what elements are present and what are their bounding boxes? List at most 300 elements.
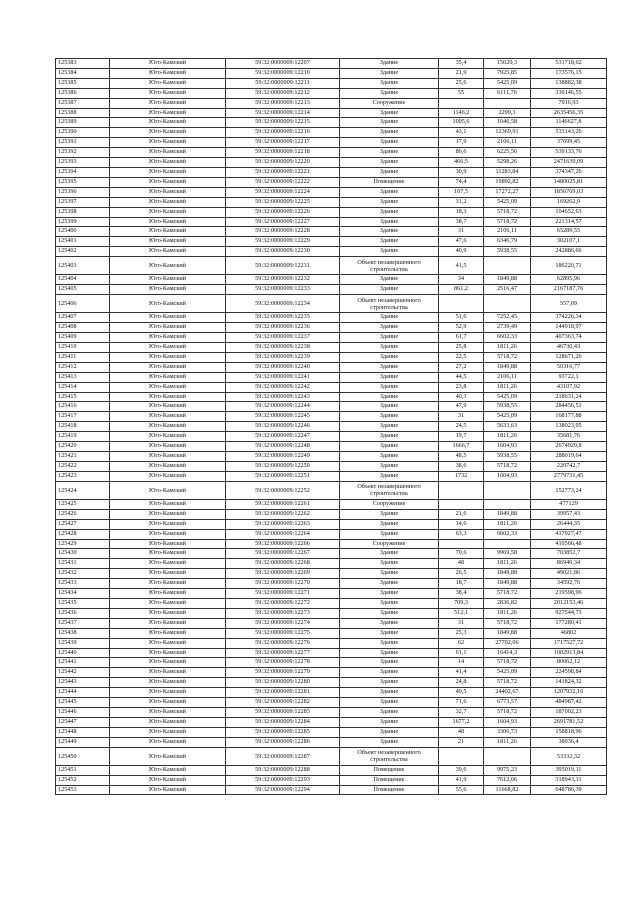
table-row [56, 118, 607, 128]
row-number-cell: 125415 [56, 392, 110, 402]
specific-value-cell: 1849,88 [484, 275, 531, 285]
specific-value-cell: 1811,26 [484, 432, 531, 442]
district-cell: Юго-Камский [110, 372, 226, 382]
area-cell: 21,6 [439, 509, 484, 519]
object-type-cell: Здание [340, 461, 439, 471]
row-number-cell: 125447 [56, 717, 110, 727]
object-type-cell: Здание [340, 167, 439, 177]
table-row [56, 372, 607, 382]
cadastral-value-cell: 557,09 [531, 295, 607, 313]
specific-value-cell: 11668,82 [484, 785, 531, 795]
area-cell: 48 [439, 727, 484, 737]
specific-value-cell: 9969,58 [484, 549, 531, 559]
row-number-cell: 125390 [56, 128, 110, 138]
cadastral-value-cell: 477129 [531, 499, 607, 509]
area-cell: 709,3 [439, 598, 484, 608]
table-row [56, 197, 607, 207]
district-cell: Юго-Камский [110, 352, 226, 362]
cadastral-number-cell: 59:32:0000009:12276 [226, 638, 340, 648]
district-cell: Юго-Камский [110, 717, 226, 727]
specific-value-cell: 5633,63 [484, 422, 531, 432]
district-cell: Юго-Камский [110, 509, 226, 519]
table-row [56, 785, 607, 795]
object-type-cell: Помещение [340, 775, 439, 785]
area-cell: 71,6 [439, 698, 484, 708]
cadastral-number-cell: 59:32:0000009:12231 [226, 257, 340, 275]
cadastral-value-cell: 1856769,03 [531, 187, 607, 197]
table-row [56, 481, 607, 499]
row-number-cell: 125433 [56, 579, 110, 589]
area-cell: 19,7 [439, 432, 484, 442]
object-type-cell: Здание [340, 402, 439, 412]
cadastral-value-cell: 186220,71 [531, 257, 607, 275]
table-row [56, 237, 607, 247]
cadastral-value-cell: 65289,55 [531, 227, 607, 237]
district-cell: Юго-Камский [110, 432, 226, 442]
row-number-cell: 125428 [56, 529, 110, 539]
district-cell: Юго-Камский [110, 569, 226, 579]
district-cell: Юго-Камский [110, 678, 226, 688]
area-cell: 74,4 [439, 177, 484, 187]
specific-value-cell: 5718,72 [484, 678, 531, 688]
area-cell: 61,1 [439, 648, 484, 658]
row-number-cell: 125450 [56, 747, 110, 765]
cadastral-value-cell: 158818,96 [531, 727, 607, 737]
specific-value-cell [484, 98, 531, 108]
area-cell: 25,6 [439, 78, 484, 88]
row-number-cell: 125408 [56, 323, 110, 333]
cadastral-value-cell: 187002,23 [531, 707, 607, 717]
row-number-cell: 125452 [56, 775, 110, 785]
area-cell: 17,9 [439, 138, 484, 148]
object-type-cell: Здание [340, 207, 439, 217]
object-type-cell: Здание [340, 78, 439, 88]
cadastral-value-cell: 224598,84 [531, 668, 607, 678]
cadastral-value-cell: 2691781,52 [531, 717, 607, 727]
cadastral-number-cell: 59:32:0000009:12263 [226, 519, 340, 529]
object-type-cell: Помещение [340, 177, 439, 187]
specific-value-cell: 12369,91 [484, 128, 531, 138]
district-cell: Юго-Камский [110, 698, 226, 708]
cadastral-number-cell: 59:32:0000009:12266 [226, 539, 340, 549]
row-number-cell: 125385 [56, 78, 110, 88]
district-cell: Юго-Камский [110, 177, 226, 187]
row-number-cell: 125417 [56, 412, 110, 422]
row-number-cell: 125398 [56, 207, 110, 217]
cadastral-value-cell: 50316,77 [531, 362, 607, 372]
specific-value-cell: 1811,26 [484, 519, 531, 529]
area-cell: 39,6 [439, 765, 484, 775]
area-cell: 466,5 [439, 158, 484, 168]
cadastral-value-cell: 26444,35 [531, 519, 607, 529]
district-cell: Юго-Камский [110, 382, 226, 392]
specific-value-cell: 1849,88 [484, 509, 531, 519]
district-cell: Юго-Камский [110, 737, 226, 747]
district-cell: Юго-Камский [110, 257, 226, 275]
area-cell: 43,1 [439, 128, 484, 138]
cadastral-number-cell: 59:32:0000009:12247 [226, 432, 340, 442]
cadastral-number-cell: 59:32:0000009:12236 [226, 323, 340, 333]
cadastral-number-cell: 59:32:0000009:12249 [226, 452, 340, 462]
area-cell: 40,3 [439, 392, 484, 402]
area-cell: 47,9 [439, 402, 484, 412]
area-cell: 38,4 [439, 589, 484, 599]
table-row [56, 678, 607, 688]
district-cell: Юго-Камский [110, 785, 226, 795]
table-row [56, 589, 607, 599]
district-cell: Юго-Камский [110, 559, 226, 569]
cadastral-value-cell: 104652,63 [531, 207, 607, 217]
specific-value-cell: 5718,72 [484, 658, 531, 668]
area-cell: 34 [439, 275, 484, 285]
table-row [56, 688, 607, 698]
cadastral-number-cell: 59:32:0000009:12288 [226, 765, 340, 775]
object-type-cell: Здание [340, 737, 439, 747]
object-type-cell: Помещение [340, 785, 439, 795]
cadastral-number-cell: 59:32:0000009:12283 [226, 707, 340, 717]
row-number-cell: 125414 [56, 382, 110, 392]
row-number-cell: 125389 [56, 118, 110, 128]
row-number-cell: 125403 [56, 257, 110, 275]
specific-value-cell: 5718,72 [484, 461, 531, 471]
cadastral-number-cell: 59:32:0000009:12281 [226, 688, 340, 698]
area-cell: 86,6 [439, 148, 484, 158]
cadastral-value-table [55, 58, 607, 795]
area-cell [439, 499, 484, 509]
row-number-cell: 125392 [56, 148, 110, 158]
table-row [56, 148, 607, 158]
cadastral-number-cell: 59:32:0000009:12293 [226, 775, 340, 785]
table-row [56, 295, 607, 313]
cadastral-value-cell: 410566,48 [531, 539, 607, 549]
specific-value-cell: 1604,93 [484, 471, 531, 481]
cadastral-value-cell: 7916,93 [531, 98, 607, 108]
specific-value-cell: 1604,93 [484, 717, 531, 727]
table-row [56, 628, 607, 638]
table-row [56, 392, 607, 402]
specific-value-cell: 7252,45 [484, 313, 531, 323]
object-type-cell: Сооружение [340, 98, 439, 108]
cadastral-number-cell: 59:32:0000009:12228 [226, 227, 340, 237]
specific-value-cell: 1046,58 [484, 118, 531, 128]
district-cell: Юго-Камский [110, 499, 226, 509]
specific-value-cell: 5718,72 [484, 207, 531, 217]
cadastral-value-cell: 34592,76 [531, 579, 607, 589]
area-cell: 40,9 [439, 247, 484, 257]
object-type-cell: Здание [340, 372, 439, 382]
object-type-cell: Здание [340, 698, 439, 708]
table-row [56, 698, 607, 708]
cadastral-number-cell: 59:32:0000009:12211 [226, 78, 340, 88]
specific-value-cell [484, 257, 531, 275]
row-number-cell: 125424 [56, 481, 110, 499]
cadastral-number-cell: 59:32:0000009:12239 [226, 352, 340, 362]
row-number-cell: 125420 [56, 442, 110, 452]
area-cell: 63,3 [439, 529, 484, 539]
object-type-cell: Объект незавершенного строительства [340, 257, 439, 275]
object-type-cell: Здание [340, 549, 439, 559]
cadastral-number-cell: 59:32:0000009:12229 [226, 237, 340, 247]
specific-value-cell: 5425,09 [484, 412, 531, 422]
table-row [56, 352, 607, 362]
district-cell: Юго-Камский [110, 59, 226, 69]
area-cell: 62 [439, 638, 484, 648]
row-number-cell: 125436 [56, 608, 110, 618]
specific-value-cell: 1811,26 [484, 343, 531, 353]
district-cell: Юго-Камский [110, 442, 226, 452]
row-number-cell: 125445 [56, 698, 110, 708]
cadastral-number-cell: 59:32:0000009:12230 [226, 247, 340, 257]
area-cell [439, 747, 484, 765]
specific-value-cell: 1811,26 [484, 737, 531, 747]
object-type-cell: Здание [340, 88, 439, 98]
cadastral-value-cell: 242886,66 [531, 247, 607, 257]
cadastral-number-cell: 59:32:0000009:12234 [226, 295, 340, 313]
area-cell: 31,2 [439, 197, 484, 207]
cadastral-value-cell: 284456,51 [531, 402, 607, 412]
row-number-cell: 125435 [56, 598, 110, 608]
document-page [55, 58, 606, 795]
area-cell: 55,6 [439, 785, 484, 795]
cadastral-value-cell: 2779731,45 [531, 471, 607, 481]
table-row [56, 529, 607, 539]
district-cell: Юго-Камский [110, 392, 226, 402]
object-type-cell: Здание [340, 362, 439, 372]
object-type-cell: Здание [340, 727, 439, 737]
specific-value-cell: 16414,3 [484, 648, 531, 658]
cadastral-number-cell: 59:32:0000009:12264 [226, 529, 340, 539]
cadastral-value-cell: 138882,38 [531, 78, 607, 88]
cadastral-number-cell: 59:32:0000009:12224 [226, 187, 340, 197]
row-number-cell: 125439 [56, 638, 110, 648]
district-cell: Юго-Камский [110, 128, 226, 138]
area-cell: 23,8 [439, 382, 484, 392]
cadastral-value-cell: 62895,96 [531, 275, 607, 285]
specific-value-cell: 1849,88 [484, 569, 531, 579]
area-cell [439, 295, 484, 313]
object-type-cell: Здание [340, 628, 439, 638]
area-cell: 14,6 [439, 519, 484, 529]
specific-value-cell: 17272,27 [484, 187, 531, 197]
row-number-cell: 125453 [56, 785, 110, 795]
object-type-cell: Сооружение [340, 539, 439, 549]
district-cell: Юго-Камский [110, 628, 226, 638]
object-type-cell: Здание [340, 313, 439, 323]
district-cell: Юго-Камский [110, 549, 226, 559]
row-number-cell: 125396 [56, 187, 110, 197]
cadastral-value-cell: 220742,7 [531, 461, 607, 471]
cadastral-value-cell: 93722,1 [531, 372, 607, 382]
cadastral-number-cell: 59:32:0000009:12245 [226, 412, 340, 422]
table-body [56, 59, 607, 795]
cadastral-value-cell: 1717527,72 [531, 638, 607, 648]
table-row [56, 638, 607, 648]
table-row [56, 765, 607, 775]
row-number-cell: 125404 [56, 275, 110, 285]
specific-value-cell: 7925,85 [484, 68, 531, 78]
district-cell: Юго-Камский [110, 452, 226, 462]
cadastral-value-cell: 43107,92 [531, 382, 607, 392]
area-cell: 61,7 [439, 333, 484, 343]
area-cell: 38,6 [439, 461, 484, 471]
district-cell: Юго-Камский [110, 68, 226, 78]
object-type-cell: Объект незавершенного строительства [340, 295, 439, 313]
specific-value-cell: 7612,06 [484, 775, 531, 785]
area-cell: 41,5 [439, 257, 484, 275]
cadastral-number-cell: 59:32:0000009:12250 [226, 461, 340, 471]
table-row [56, 323, 607, 333]
table-row [56, 108, 607, 118]
table-row [56, 227, 607, 237]
object-type-cell: Здание [340, 227, 439, 237]
cadastral-value-cell: 336146,55 [531, 88, 607, 98]
row-number-cell: 125405 [56, 285, 110, 295]
table-row [56, 343, 607, 353]
table-row [56, 313, 607, 323]
cadastral-value-cell: 128671,26 [531, 352, 607, 362]
object-type-cell: Здание [340, 352, 439, 362]
table-row [56, 509, 607, 519]
area-cell: 47,6 [439, 237, 484, 247]
table-row [56, 668, 607, 678]
row-number-cell: 125426 [56, 509, 110, 519]
row-number-cell: 125419 [56, 432, 110, 442]
row-number-cell: 125434 [56, 589, 110, 599]
district-cell: Юго-Камский [110, 98, 226, 108]
specific-value-cell: 6225,56 [484, 148, 531, 158]
area-cell: 25,3 [439, 628, 484, 638]
specific-value-cell: 6773,57 [484, 698, 531, 708]
table-row [56, 747, 607, 765]
cadastral-number-cell: 59:32:0000009:12221 [226, 167, 340, 177]
area-cell: 49,5 [439, 688, 484, 698]
table-row [56, 167, 607, 177]
specific-value-cell: 5938,55 [484, 247, 531, 257]
specific-value-cell: 5425,09 [484, 392, 531, 402]
object-type-cell: Здание [340, 422, 439, 432]
specific-value-cell: 2739,49 [484, 323, 531, 333]
row-number-cell: 125446 [56, 707, 110, 717]
cadastral-number-cell: 59:32:0000009:12207 [226, 59, 340, 69]
cadastral-value-cell: 1207932,16 [531, 688, 607, 698]
cadastral-value-cell: 80062,12 [531, 658, 607, 668]
district-cell: Юго-Камский [110, 187, 226, 197]
object-type-cell: Здание [340, 158, 439, 168]
row-number-cell: 125422 [56, 461, 110, 471]
district-cell: Юго-Камский [110, 275, 226, 285]
cadastral-number-cell: 59:32:0000009:12241 [226, 372, 340, 382]
specific-value-cell: 5938,55 [484, 452, 531, 462]
cadastral-number-cell: 59:32:0000009:12280 [226, 678, 340, 688]
district-cell: Юго-Камский [110, 313, 226, 323]
cadastral-value-cell: 46802 [531, 628, 607, 638]
district-cell: Юго-Камский [110, 343, 226, 353]
object-type-cell: Здание [340, 579, 439, 589]
table-row [56, 217, 607, 227]
cadastral-number-cell: 59:32:0000009:12218 [226, 148, 340, 158]
cadastral-value-cell: 318943,31 [531, 775, 607, 785]
area-cell: 27,2 [439, 362, 484, 372]
district-cell: Юго-Камский [110, 618, 226, 628]
object-type-cell: Здание [340, 618, 439, 628]
table-row [56, 549, 607, 559]
cadastral-value-cell: 533143,26 [531, 128, 607, 138]
area-cell: 41,9 [439, 775, 484, 785]
cadastral-number-cell: 59:32:0000009:12220 [226, 158, 340, 168]
cadastral-number-cell: 59:32:0000009:12248 [226, 442, 340, 452]
object-type-cell: Помещение [340, 765, 439, 775]
specific-value-cell: 1604,93 [484, 442, 531, 452]
object-type-cell: Здание [340, 442, 439, 452]
object-type-cell: Объект незавершенного строительства [340, 481, 439, 499]
table-row [56, 442, 607, 452]
district-cell: Юго-Камский [110, 295, 226, 313]
district-cell: Юго-Камский [110, 217, 226, 227]
table-row [56, 177, 607, 187]
object-type-cell: Здание [340, 382, 439, 392]
specific-value-cell: 5298,26 [484, 158, 531, 168]
object-type-cell: Здание [340, 108, 439, 118]
cadastral-value-cell: 2635456,35 [531, 108, 607, 118]
cadastral-number-cell: 59:32:0000009:12282 [226, 698, 340, 708]
table-row [56, 412, 607, 422]
area-cell: 25,8 [439, 343, 484, 353]
object-type-cell: Здание [340, 217, 439, 227]
specific-value-cell: 5938,55 [484, 402, 531, 412]
specific-value-cell: 27702,06 [484, 638, 531, 648]
table-row [56, 579, 607, 589]
cadastral-number-cell: 59:32:0000009:12274 [226, 618, 340, 628]
cadastral-value-cell: 1480025,81 [531, 177, 607, 187]
area-cell: 31 [439, 618, 484, 628]
cadastral-value-cell: 218631,24 [531, 392, 607, 402]
area-cell: 26,5 [439, 569, 484, 579]
district-cell: Юго-Камский [110, 727, 226, 737]
area-cell: 31 [439, 412, 484, 422]
table-row [56, 539, 607, 549]
cadastral-number-cell: 59:32:0000009:12273 [226, 608, 340, 618]
row-number-cell: 125407 [56, 313, 110, 323]
district-cell: Юго-Камский [110, 658, 226, 668]
object-type-cell: Здание [340, 118, 439, 128]
cadastral-number-cell: 59:32:0000009:12227 [226, 217, 340, 227]
area-cell: 48,5 [439, 452, 484, 462]
object-type-cell: Здание [340, 608, 439, 618]
table-row [56, 333, 607, 343]
district-cell: Юго-Камский [110, 323, 226, 333]
cadastral-number-cell: 59:32:0000009:12287 [226, 747, 340, 765]
cadastral-number-cell: 59:32:0000009:12271 [226, 589, 340, 599]
area-cell: 1732 [439, 471, 484, 481]
row-number-cell: 125387 [56, 98, 110, 108]
district-cell: Юго-Камский [110, 138, 226, 148]
table-row [56, 402, 607, 412]
table-row [56, 59, 607, 69]
table-row [56, 247, 607, 257]
area-cell: 14 [439, 658, 484, 668]
area-cell: 18,7 [439, 579, 484, 589]
district-cell: Юго-Камский [110, 412, 226, 422]
object-type-cell: Объект незавершенного строительства [340, 747, 439, 765]
table-row [56, 717, 607, 727]
row-number-cell: 125437 [56, 618, 110, 628]
table-row [56, 158, 607, 168]
cadastral-number-cell: 59:32:0000009:12251 [226, 471, 340, 481]
cadastral-value-cell: 648786,39 [531, 785, 607, 795]
district-cell: Юго-Камский [110, 589, 226, 599]
object-type-cell: Здание [340, 648, 439, 658]
district-cell: Юго-Камский [110, 747, 226, 765]
